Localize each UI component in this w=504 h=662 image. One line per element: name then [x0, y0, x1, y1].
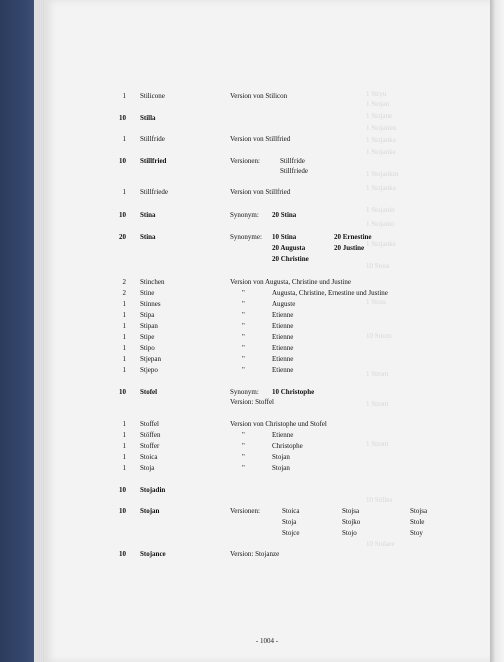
entry-value: Etienne	[272, 431, 294, 439]
entry-value: Stojan	[272, 453, 290, 461]
entry-name: Stoffel	[140, 420, 159, 428]
entry-name: Stillfriede	[140, 188, 168, 196]
synonym: 20 Ernestine	[334, 233, 372, 241]
version-name: Stoy	[410, 529, 423, 537]
ditto-mark: "	[242, 300, 245, 308]
entry-count: 1	[122, 420, 126, 428]
ditto-mark: "	[242, 453, 245, 461]
entry-count: 1	[122, 311, 126, 319]
book-page	[44, 0, 490, 662]
entry-value: Etienne	[272, 355, 294, 363]
entry-description: Version von Stillfried	[230, 135, 291, 143]
entry-description: Version: Stojanze	[230, 550, 280, 558]
entry-count: 1	[122, 300, 126, 308]
entry-description: Synonym:	[230, 211, 259, 219]
entry-value: Stojan	[272, 464, 290, 472]
entry-version: Version: Stoffel	[230, 398, 275, 406]
entry-count: 10	[119, 507, 126, 515]
entry-count: 1	[122, 344, 126, 352]
entry-count: 10	[119, 157, 126, 165]
ditto-mark: "	[242, 464, 245, 472]
ditto-mark: "	[242, 344, 245, 352]
entry-value: Auguste	[272, 300, 296, 308]
entry-name: Stina	[140, 211, 156, 219]
version-name: Stojsa	[410, 507, 428, 515]
version-name: Stojko	[342, 518, 361, 526]
entry-name: Stojadin	[140, 486, 166, 494]
entry-count: 1	[122, 355, 126, 363]
version-name: Stillfride	[280, 157, 305, 165]
entry-count: 1	[122, 135, 126, 143]
ditto-mark: "	[242, 355, 245, 363]
entry-name: Stöffen	[140, 431, 161, 439]
entry-name: Stilicone	[140, 92, 165, 100]
entry-name: Stoica	[140, 453, 158, 461]
entry-name: Stoja	[140, 464, 155, 472]
entry-description: Synonym:	[230, 388, 259, 396]
book-spine	[0, 0, 34, 662]
version-name: Stojsa	[342, 507, 360, 515]
entry-name: Stipan	[140, 322, 158, 330]
entry-count: 10	[119, 388, 126, 396]
entry-description: Synonyme:	[230, 233, 262, 241]
entry-count: 1	[122, 464, 126, 472]
ditto-mark: "	[242, 289, 245, 297]
entry-description: Version von Stillfried	[230, 188, 291, 196]
entry-name: Stoffer	[140, 442, 160, 450]
entry-count: 2	[122, 278, 126, 286]
entry-name: Stipo	[140, 344, 155, 352]
version-name: Stojo	[342, 529, 357, 537]
entry-row	[88, 233, 478, 273]
entry-count: 1	[122, 333, 126, 341]
entry-count: 2	[122, 289, 126, 297]
entry-count: 10	[119, 114, 126, 122]
entry-name: Stojance	[140, 550, 166, 558]
entry-name: Stjepan	[140, 355, 161, 363]
entry-value: Etienne	[272, 311, 294, 319]
version-name: Stillfriede	[280, 167, 308, 175]
entry-name: Stipa	[140, 311, 155, 319]
entry-name: Stojan	[140, 507, 160, 515]
ditto-mark: "	[242, 333, 245, 341]
page-number: - 1004 -	[255, 637, 279, 645]
entry-count: 10	[119, 211, 126, 219]
entry-name: Stinchen	[140, 278, 165, 286]
version-name: Stoica	[282, 507, 300, 515]
ditto-mark: "	[242, 322, 245, 330]
entry-row	[88, 550, 478, 590]
entry-count: 1	[122, 453, 126, 461]
ditto-mark: "	[242, 311, 245, 319]
entry-name: Stina	[140, 233, 156, 241]
entry-count: 1	[122, 442, 126, 450]
entry-value: Augusta, Christine, Ernestine und Justine	[272, 289, 388, 297]
synonym: 20 Stina	[272, 211, 297, 219]
synonym: 20 Augusta	[272, 244, 306, 252]
entry-count: 1	[122, 366, 126, 374]
entry-name: Stofel	[140, 388, 158, 396]
version-name: Stoja	[282, 518, 297, 526]
entry-count: 1	[122, 431, 126, 439]
ditto-mark: "	[242, 431, 245, 439]
synonym: 20 Justine	[334, 244, 365, 252]
entry-count: 1	[122, 322, 126, 330]
entry-count: 10	[119, 550, 126, 558]
right-page-edges	[490, 0, 504, 662]
ditto-mark: "	[242, 442, 245, 450]
entry-count: 1	[122, 188, 126, 196]
entry-name: Stjepo	[140, 366, 158, 374]
entry-name: Stipe	[140, 333, 155, 341]
entry-description: Versionen:	[230, 157, 260, 165]
entry-name: Stinnes	[140, 300, 161, 308]
entry-description: Versionen:	[230, 507, 260, 515]
version-name: Stojce	[282, 529, 300, 537]
entry-value: Christophe	[272, 442, 303, 450]
entry-row	[88, 507, 478, 547]
synonym: 10 Stina	[272, 233, 297, 241]
entry-description: Version von Augusta, Christine und Justine	[230, 278, 351, 286]
entry-count: 1	[122, 92, 126, 100]
entry-name: Stillfride	[140, 135, 165, 143]
entry-value: Etienne	[272, 344, 294, 352]
synonym: 10 Christophe	[272, 388, 315, 396]
bleed-through-text: 1 Stryu 1 Stojan 1 Stojane 1 Stojanim 1 Stojanka 1 Stojanke 1 Stojankin 1 Stojanka 1 Stojanin 1 Stojanto 1 Stojanke 10 Stoss 1 Stoss 10 Strom 1 Strom 1 Strom 1 Strom 10 Stilles 10 Stolare	[366, 90, 399, 548]
entry-value: Etienne	[272, 366, 294, 374]
entry-name: Stine	[140, 289, 155, 297]
entry-count: 10	[119, 486, 126, 494]
entry-name: Stilla	[140, 114, 156, 122]
entry-count: 20	[119, 233, 126, 241]
entry-value: Etienne	[272, 333, 294, 341]
entry-description: Version von Stilicon	[230, 92, 288, 100]
version-name: Stole	[410, 518, 425, 526]
ditto-mark: "	[242, 366, 245, 374]
entry-value: Etienne	[272, 322, 294, 330]
entry-name: Stillfried	[140, 157, 167, 165]
synonym: 20 Christine	[272, 255, 309, 263]
entry-description: Version von Christophe und Stofel	[230, 420, 327, 428]
